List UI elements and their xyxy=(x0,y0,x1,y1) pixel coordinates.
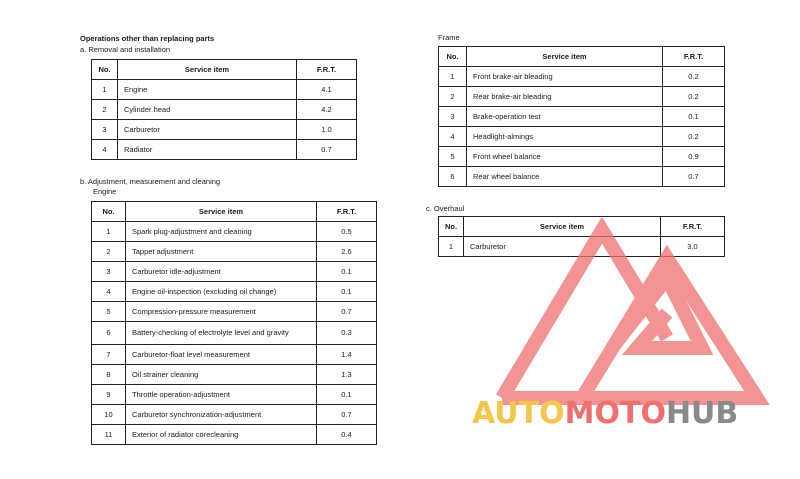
row-number: 10 xyxy=(92,405,126,425)
row-number: 2 xyxy=(439,87,467,107)
row-number: 8 xyxy=(92,365,126,385)
row-number: 5 xyxy=(92,302,126,322)
table-row xyxy=(92,140,357,160)
row-service-item: Front wheel balance xyxy=(467,147,663,167)
table-row xyxy=(92,385,377,405)
table-row xyxy=(92,405,377,425)
table-row xyxy=(92,302,377,322)
row-number: 3 xyxy=(92,120,118,140)
watermark-hub: HUB xyxy=(665,396,739,431)
row-frt-value: 1.4 xyxy=(317,345,377,365)
row-frt-value: 3.0 xyxy=(661,237,725,257)
table-header-row xyxy=(92,60,357,80)
row-frt-value: 0.2 xyxy=(663,127,725,147)
row-number: 6 xyxy=(92,322,126,345)
engine-subtitle: Engine xyxy=(93,187,117,196)
table-row xyxy=(92,365,377,385)
table-row xyxy=(92,80,357,100)
table-row xyxy=(92,120,357,140)
row-number: 4 xyxy=(439,127,467,147)
row-frt-value: 0.7 xyxy=(317,302,377,322)
table-row xyxy=(92,282,377,302)
row-service-item: Carburetor synchronization-adjustment xyxy=(126,405,317,425)
row-number: 3 xyxy=(92,262,126,282)
row-service-item: Rear wheel balance xyxy=(467,167,663,187)
row-number: 3 xyxy=(439,107,467,127)
table-row xyxy=(439,127,725,147)
row-frt-value: 1.0 xyxy=(297,120,357,140)
col-frt-header: F.R.T. xyxy=(663,47,725,67)
row-service-item: Battery-checking of electrolyte level and gravity xyxy=(126,322,317,345)
table-row xyxy=(439,147,725,167)
row-service-item: Carburetor idle-adjustment xyxy=(126,262,317,282)
row-service-item: Throttle operation-adjustment xyxy=(126,385,317,405)
row-number: 5 xyxy=(439,147,467,167)
row-frt-value: 0.7 xyxy=(663,167,725,187)
table-row xyxy=(92,242,377,262)
row-number: 1 xyxy=(439,237,464,257)
row-frt-value: 1.3 xyxy=(317,365,377,385)
row-service-item: Compression-pressure measurement xyxy=(126,302,317,322)
row-frt-value: 4.1 xyxy=(297,80,357,100)
table-row xyxy=(92,322,377,345)
row-number: 1 xyxy=(92,222,126,242)
table-row xyxy=(92,425,377,445)
table-header-row xyxy=(439,47,725,67)
table-row xyxy=(92,262,377,282)
frame-title: Frame xyxy=(438,33,460,42)
row-frt-value: 2.6 xyxy=(317,242,377,262)
table-row xyxy=(92,100,357,120)
row-service-item: Carburetor xyxy=(464,237,661,257)
table-row xyxy=(439,167,725,187)
row-service-item: Rear brake-air bleading xyxy=(467,87,663,107)
table-row xyxy=(92,222,377,242)
watermark-auto: AUTO xyxy=(472,396,565,431)
row-number: 1 xyxy=(92,80,118,100)
row-service-item: Engine oil-inspection (excluding oil change) xyxy=(126,282,317,302)
row-frt-value: 0.1 xyxy=(317,262,377,282)
row-frt-value: 0.7 xyxy=(317,405,377,425)
row-frt-value: 0.1 xyxy=(317,282,377,302)
row-service-item: Radiator xyxy=(118,140,297,160)
watermark-moto: MOTO xyxy=(564,396,666,431)
row-frt-value: 0.1 xyxy=(663,107,725,127)
watermark-wordmark xyxy=(472,396,738,431)
col-no-header: No. xyxy=(439,217,464,237)
row-frt-value: 0.7 xyxy=(297,140,357,160)
row-service-item: Carburetor xyxy=(118,120,297,140)
row-service-item: Tappet adjustment xyxy=(126,242,317,262)
row-number: 1 xyxy=(439,67,467,87)
section-b-title: b. Adjustment, measurement and cleaning xyxy=(80,177,221,186)
page-heading: Operations other than replacing parts xyxy=(80,34,215,43)
row-service-item: Headlight-almings xyxy=(467,127,663,147)
row-service-item: Spark plug-adjustment and cleaning xyxy=(126,222,317,242)
col-item-header: Service item xyxy=(467,47,663,67)
row-service-item: Front brake-air bleading xyxy=(467,67,663,87)
col-item-header: Service item xyxy=(126,202,317,222)
row-frt-value: 0.2 xyxy=(663,67,725,87)
col-no-header: No. xyxy=(439,47,467,67)
row-frt-value: 0.5 xyxy=(317,222,377,242)
row-number: 2 xyxy=(92,242,126,262)
row-service-item: Carburetor-float level measurement xyxy=(126,345,317,365)
col-no-header: No. xyxy=(92,202,126,222)
row-service-item: Brake-operation test xyxy=(467,107,663,127)
row-number: 7 xyxy=(92,345,126,365)
row-frt-value: 0.3 xyxy=(317,322,377,345)
row-number: 6 xyxy=(439,167,467,187)
row-frt-value: 4.2 xyxy=(297,100,357,120)
table-row xyxy=(439,67,725,87)
row-service-item: Cylinder head xyxy=(118,100,297,120)
col-item-header: Service item xyxy=(118,60,297,80)
table-row xyxy=(439,87,725,107)
frame-table xyxy=(438,46,725,187)
row-frt-value: 0.2 xyxy=(663,87,725,107)
row-number: 11 xyxy=(92,425,126,445)
removal-installation-table xyxy=(91,59,357,160)
row-frt-value: 0.9 xyxy=(663,147,725,167)
table-header-row xyxy=(92,202,377,222)
col-frt-header: F.R.T. xyxy=(297,60,357,80)
row-number: 4 xyxy=(92,282,126,302)
col-no-header: No. xyxy=(92,60,118,80)
col-frt-header: F.R.T. xyxy=(317,202,377,222)
row-number: 2 xyxy=(92,100,118,120)
adjustment-table xyxy=(91,201,377,445)
section-a-title: a. Removal and installation xyxy=(80,45,171,54)
table-row xyxy=(92,345,377,365)
row-frt-value: 0.4 xyxy=(317,425,377,445)
row-service-item: Engine xyxy=(118,80,297,100)
row-service-item: Exterior of radiator corecleaning xyxy=(126,425,317,445)
table-row xyxy=(439,107,725,127)
row-number: 4 xyxy=(92,140,118,160)
row-frt-value: 0.1 xyxy=(317,385,377,405)
row-service-item: Oil strainer cleaning xyxy=(126,365,317,385)
row-number: 9 xyxy=(92,385,126,405)
section-c-title: c. Overhaul xyxy=(426,204,465,213)
col-item-header: Service item xyxy=(464,217,661,237)
col-frt-header: F.R.T. xyxy=(661,217,725,237)
